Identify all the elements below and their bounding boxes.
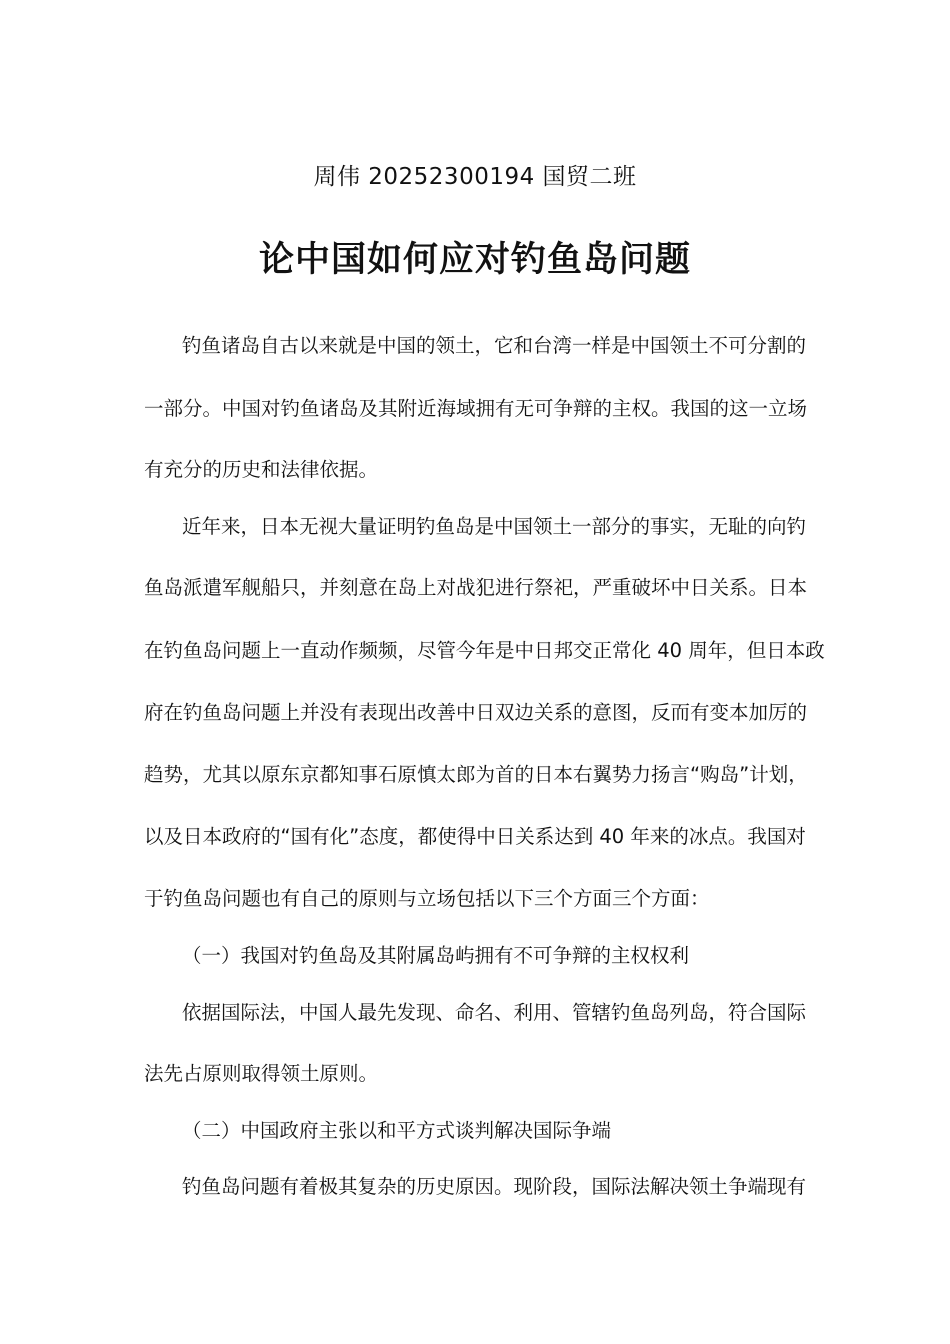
- paragraph-line: 钓鱼岛问题有着极其复杂的历史原因。现阶段，国际法解决领土争端现有: [182, 1175, 807, 1198]
- paragraph-line: 鱼岛派遣军舰船只，并刻意在岛上对战犯进行祭祀，严重破坏中日关系。日本: [144, 576, 808, 599]
- paragraph-line: 府在钓鱼岛问题上并没有表现出改善中日双边关系的意图，反而有变本加厉的: [144, 701, 808, 724]
- author-line: 周伟 20252300194 国贸二班: [313, 164, 637, 190]
- document-title: 论中国如何应对钓鱼岛问题: [258, 240, 691, 280]
- paragraph-line: 以及日本政府的“国有化”态度，都使得中日关系达到 40 年来的冰点。我国对: [144, 825, 806, 848]
- paragraph-line: 一部分。中国对钓鱼诸岛及其附近海域拥有无可争辩的主权。我国的这一立场: [144, 397, 808, 420]
- paragraph-line: 法先占原则取得领土原则。: [144, 1062, 379, 1085]
- paragraph-line: 趋势，尤其以原东京都知事石原慎太郎为首的日本右翼势力扬言“购岛”计划，: [144, 763, 808, 786]
- section-heading: （二）中国政府主张以和平方式谈判解决国际争端: [182, 1119, 612, 1142]
- paragraph-line: 于钓鱼岛问题也有自己的原则与立场包括以下三个方面三个方面：: [144, 887, 710, 910]
- paragraph-line: 依据国际法，中国人最先发现、命名、利用、管辖钓鱼岛列岛，符合国际: [182, 1001, 807, 1024]
- paragraph-line: 在钓鱼岛问题上一直动作频频，尽管今年是中日邦交正常化 40 周年，但日本政: [144, 639, 825, 662]
- paragraph-line: 有充分的历史和法律依据。: [144, 458, 379, 481]
- paragraph-line: 钓鱼诸岛自古以来就是中国的领土，它和台湾一样是中国领土不可分割的: [182, 334, 807, 357]
- section-heading: （一）我国对钓鱼岛及其附属岛屿拥有不可争辩的主权权利: [182, 944, 690, 967]
- paragraph-line: 近年来，日本无视大量证明钓鱼岛是中国领土一部分的事实，无耻的向钓: [182, 515, 807, 538]
